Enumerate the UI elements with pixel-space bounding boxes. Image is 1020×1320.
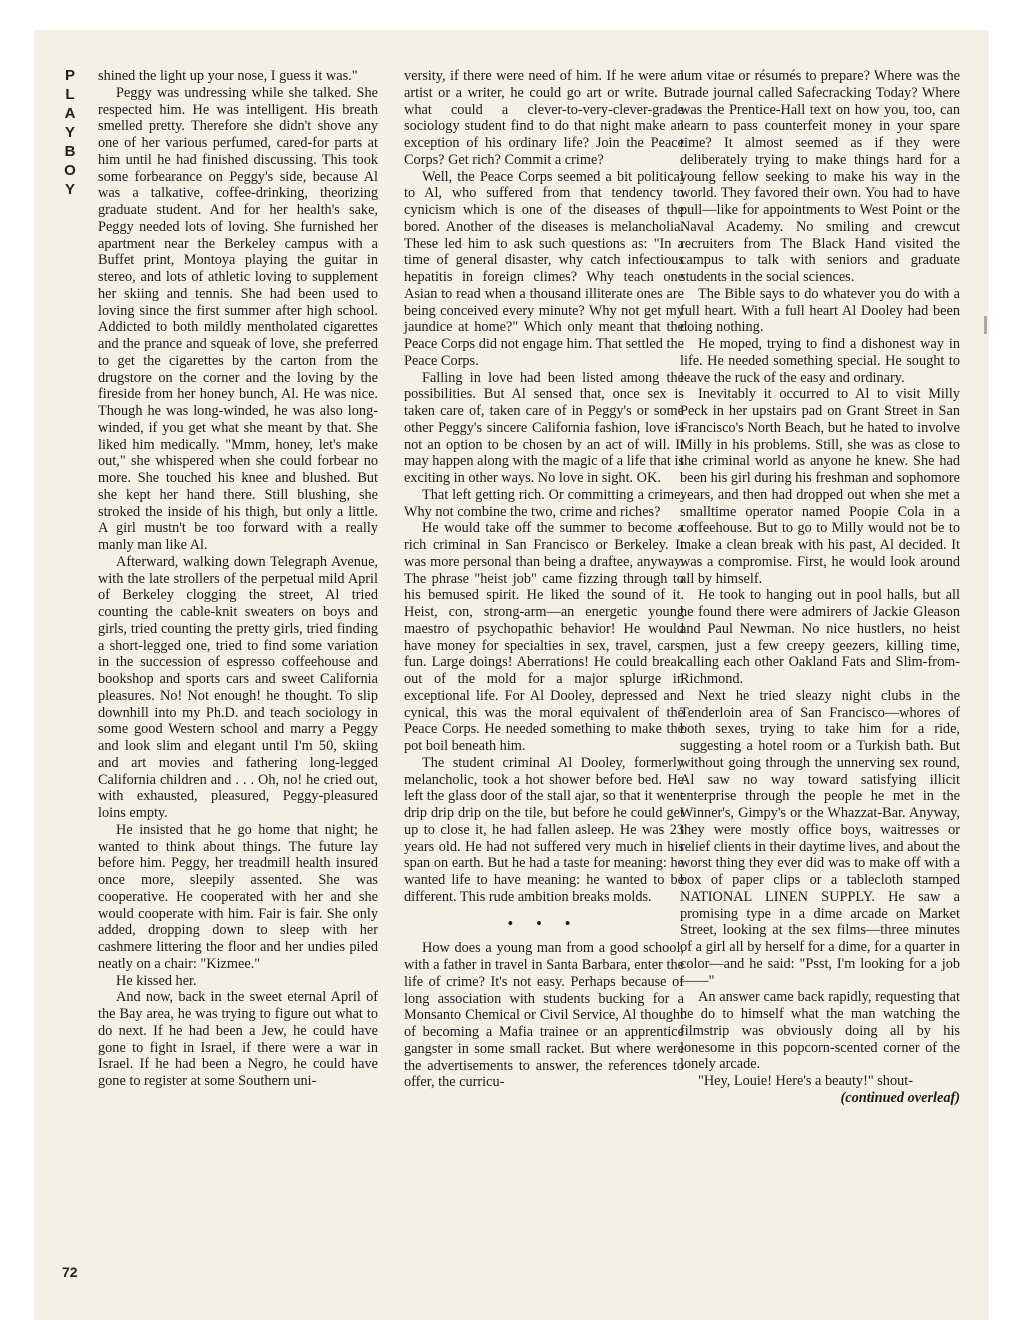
text-column-1 bbox=[98, 68, 378, 1090]
paragraph: How does a young man from a good school, with a father in travel in Santa Barbara, enter the life of crime? It's not easy. Perhaps because of long association with students bucking for a Monsanto Chemical or Civil Service, Al thought of becoming a Mafia trainee or an apprentice gangster in some small racket. But where were the advertisements to answer, the references to offer, the curricu- bbox=[404, 940, 684, 1091]
paragraph: Well, the Peace Corps seemed a bit political to Al, who suffered from that tendency to cynicism which is one of the diseases of the bored. Another of the diseases is melancholia. These led him to ask such questions as: "In a time of general disaster, why catch infectious hepatitis in foreign climes? Why teach one Asian to read when a thousand illiterate ones are being conceived every minute? Why not get my jaundice at home?" Which only meant that the Peace Corps did not engage him. That settled the Peace Corps. bbox=[404, 168, 684, 369]
paragraph: Afterward, walking down Telegraph Avenue, with the late strollers of the perpetual mild April of Berkeley clogging the street, Al tried counting the cable-knit sweaters on boys and girls, tried counting the pretty girls, tried finding a short-legged one, tried to find some variation in the succession of espresso coffeehouse and bookshop and sports cars and sweet California pleasures. No! Not enough! he thought. To slip downhill into my Ph.D. and teach sociology in some good Western school and marry a Peggy and look slim and elegant until I'm 50, skiing and art movies and fathering long-legged California children and . . . Oh, no! he cried out, with exhausted, pleasured, Peggy-pleasured loins empty. bbox=[98, 553, 378, 821]
masthead-letter: Y bbox=[64, 124, 75, 141]
masthead-letter: L bbox=[65, 86, 75, 103]
masthead-letter: Y bbox=[64, 181, 75, 198]
masthead bbox=[60, 66, 80, 199]
text-column-2 bbox=[404, 68, 684, 1091]
masthead-letter: P bbox=[64, 67, 75, 84]
paragraph: shined the light up your nose, I guess it was." bbox=[98, 68, 358, 84]
magazine-page bbox=[34, 30, 989, 1320]
masthead-letter: O bbox=[64, 162, 76, 179]
masthead-letter: A bbox=[64, 105, 76, 122]
paragraph: lum vitae or résumés to prepare? Where was the trade journal called Safecracking Today? Where was the Prentice-Hall text on how you, too, can learn to pass counterfeit money in your spare time? It almost seemed as if they were deliberately trying to make things hard for a young fellow seeking to make his way in the world. They favored their own. You had to have pull—like for appointments to West Point or the Naval Academy. No smiling and crewcut recruiters from The Black Hand visited the campus to talk with seniors and graduate students in the social sciences. bbox=[680, 68, 960, 285]
paragraph: Inevitably it occurred to Al to visit Milly Peck in her upstairs pad on Grant Street in San Francisco's North Beach, but he hated to involve Milly in his problems. Still, she was as close to the criminal world as anyone he knew. She had been his girl during his freshman and sophomore years, and then had dropped out when she met a smalltime operator named Poopie Cola in a coffeehouse. But to go to Milly would not be to make a clean break with his past, Al decided. It was a compromise. First, he would look around all by himself. bbox=[680, 386, 960, 587]
paragraph: "Hey, Louie! Here's a beauty!" shout- bbox=[698, 1073, 913, 1089]
paragraph: Peggy was undressing while she talked. She respected him. He was intelligent. His breath smelled pretty. Therefore she didn't shove any one of her various perfumed, cared-for parts at him until he had finished discussing. This took some forbearance on Peggy's side, because Al was a talkative, coffee-drinking, theorizing graduate student. And for her health's sake, Peggy needed lots of loving. She furnished her apartment near the Berkeley campus with a Buffet print, Montoya playing the guitar in stereo, and lots of athletic loving to supplement her skiing and tennis. She had been used to loving since the first summer after high school. Addicted to both mildly mentholated cigarettes and the prance and squeak of love, she preferred to get the cigarettes by the carton from the drugstore on the corner and the loving by the fireside from her honey bunch, Al. He was nice. Though he was long-winded, he was also long-winded, if you get what she meant by that. She liked him medically. "Mmm, honey, let's make out," she whispered when she could forbear no more. She touched his knee and blushed. But she kept her hand there. Still blushing, she stroked the inside of his thigh, but only a little. A girl mustn't be too forward with a really manly man like Al. bbox=[98, 84, 378, 553]
paragraph: He would take off the summer to become a rich criminal in San Francisco or Berkeley. It was more personal than being a draftee, anyway. The phrase "heist job" came fizzing through to his bemused spirit. He liked the sound of it. Heist, con, strong-arm—an energetic young maestro of psychopathic behavior! He would have money for specialties in sex, travel, cars, fun. Large doings! Aberrations! He could break out of the mold for a major splurge in exceptional life. For Al Dooley, depressed and cynical, this was the moral equivalent of the Peace Corps. He needed something to make the pot boil beneath him. bbox=[404, 520, 684, 754]
text-column-3 bbox=[680, 68, 960, 1107]
section-separator: • • • bbox=[507, 915, 581, 932]
paragraph: versity, if there were need of him. If he were an artist or a writer, he could go art or write. But what could a clever-to-very-clever-grade sociology student find to do that night make an exception of his ordinary life? Join the Peace Corps? Get rich? Commit a crime? bbox=[404, 68, 684, 168]
paragraph: He kissed her. bbox=[116, 972, 197, 989]
paragraph: The Bible says to do whatever you do with a full heart. With a full heart Al Dooley had been doing nothing. bbox=[680, 285, 960, 336]
continued-notice: (continued overleaf) bbox=[840, 1089, 960, 1106]
paragraph: Falling in love had been listed among the possibilities. But Al sensed that, once sex is taken care of, taken care of in Peggy's or some other Peggy's sincere California fashion, love is not an option to be chosen by an act of will. It may happen along with the magic of a life that is exciting in other ways. No love in sight. OK. bbox=[404, 369, 684, 486]
paragraph: He took to hanging out in pool halls, but all he found there were admirers of Jackie Gleason and Paul Newman. No nice hustlers, no heist men, just a few creepy geezers, killing time, calling each other Oakland Fats and Slim-from-Richmond. bbox=[680, 587, 960, 687]
paragraph: That left getting rich. Or committing a crime. Why not combine the two, crime and riches? bbox=[404, 486, 684, 520]
paragraph: The student criminal Al Dooley, formerly melancholic, took a hot shower before bed. He left the glass door of the stall ajar, so that it went drip drip drip on the tile, but before he could get up to close it, he had fallen asleep. He was 23 years old. He had not suffered very much in his span on earth. But he had a taste for meaning: he wanted life to have meaning: he wanted to be different. This rude ambition breaks molds. bbox=[404, 754, 684, 905]
masthead-letter: B bbox=[64, 143, 76, 160]
page-number: 72 bbox=[62, 1264, 78, 1280]
margin-mark bbox=[984, 316, 987, 334]
paragraph: An answer came back rapidly, requesting that he do to himself what the man watching the filmstrip was obviously doing all by his lonesome in this popcorn-scented corner of the lonely arcade. bbox=[680, 989, 960, 1073]
paragraph: And now, back in the sweet eternal April of the Bay area, he was trying to figure out what to do next. If he had been a Jew, he could have gone to fight in Israel, if there were a war in Israel. If he had been a Negro, he could have gone to register at some Southern uni- bbox=[98, 989, 378, 1089]
paragraph: Next he tried sleazy night clubs in the Tenderloin area of San Francisco—whores of both sexes, trying to take him for a ride, suggesting a hotel room or a Turkish bath. But without going through the unnerving sex round, Al saw no way toward satisfying illicit enterprise through the people he met in the Winner's, Gimpy's or the Whazzat-Bar. Anyway, they were mostly office boys, waitresses or relief clients in their daytime lives, and about the worst thing they ever did was to make off with a box of paper clips or a tablecloth stamped NATIONAL LINEN SUPPLY. He saw a promising type in a dime arcade on Market Street, looking at the sex films—three minutes of a girl all by herself for a dime, for a quarter in color—and he said: "Psst, I'm looking for a job——" bbox=[680, 687, 960, 989]
paragraph: He moped, trying to find a dishonest way in life. He needed something special. He sought to leave the ruck of the easy and ordinary. bbox=[680, 336, 960, 386]
paragraph: He insisted that he go home that night; he wanted to think about things. The future lay before him. Peggy, her treadmill health insured once more, sleepily assented. She was cooperative. He cooperated with her and she would cooperate with him. Fair is fair. She only added, dropping down to sleep with her cashmere littering the floor and her undies piled neatly on a chair: "Kizmee." bbox=[98, 821, 378, 972]
